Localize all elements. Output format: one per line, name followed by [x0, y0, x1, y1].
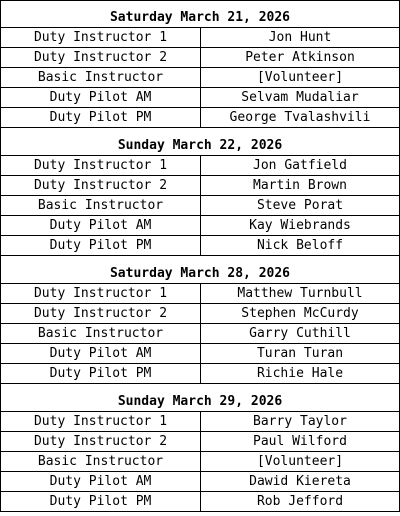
- duty-row: [1, 451, 399, 471]
- duty-person: George Tvalashvili: [229, 110, 371, 125]
- duty-row: [1, 87, 399, 107]
- duty-row: [1, 303, 399, 323]
- duty-row: [1, 491, 399, 511]
- duty-role: Basic Instructor: [1, 452, 201, 471]
- duty-row: [1, 215, 399, 235]
- day-block: [1, 383, 399, 511]
- day-block: [1, 127, 399, 255]
- duty-row: [1, 195, 399, 215]
- duty-role: Basic Instructor: [1, 324, 201, 343]
- duty-row: [1, 27, 399, 47]
- duty-role: Duty Pilot AM: [1, 472, 201, 491]
- duty-person: Nick Beloff: [256, 238, 344, 253]
- duty-person: Peter Atkinson: [245, 50, 355, 65]
- duty-role: Basic Instructor: [1, 68, 201, 87]
- duty-person: Richie Hale: [256, 366, 344, 381]
- duty-person: Jon Hunt: [268, 30, 332, 45]
- day-block: [1, 255, 399, 383]
- duty-person: Garry Cuthill: [249, 326, 351, 341]
- duty-row: [1, 175, 399, 195]
- duty-person: Matthew Turnbull: [237, 286, 363, 301]
- duty-person: Barry Taylor: [253, 414, 347, 429]
- duty-person: Martin Brown: [253, 178, 347, 193]
- duty-role: Duty Instructor 1: [1, 412, 201, 431]
- duty-role: Duty Instructor 2: [1, 176, 201, 195]
- duty-row: [1, 343, 399, 363]
- duty-row: [1, 155, 399, 175]
- duty-row: [1, 363, 399, 383]
- duty-row: [1, 235, 399, 255]
- duty-person: [Volunteer]: [256, 454, 344, 469]
- duty-person: Rob Jefford: [256, 494, 344, 509]
- duty-role: Duty Pilot AM: [1, 216, 201, 235]
- duty-role: Duty Instructor 1: [1, 28, 201, 47]
- duty-person: Dawid Kiereta: [249, 474, 351, 489]
- duty-row: [1, 283, 399, 303]
- duty-row: [1, 431, 399, 451]
- duty-role: Duty Instructor 2: [1, 432, 201, 451]
- duty-person: [Volunteer]: [256, 70, 344, 85]
- duty-role: Duty Pilot AM: [1, 344, 201, 363]
- duty-role: Duty Instructor 2: [1, 48, 201, 67]
- day-date-header: Sunday March 29, 2026: [1, 383, 399, 411]
- day-block: [1, 1, 399, 127]
- duty-person: Selvam Mudaliar: [241, 90, 359, 105]
- duty-row: [1, 471, 399, 491]
- duty-row: [1, 411, 399, 431]
- duty-role: Basic Instructor: [1, 196, 201, 215]
- duty-role: Duty Pilot PM: [1, 364, 201, 383]
- day-date-header: Sunday March 22, 2026: [1, 127, 399, 155]
- day-date-header: Saturday March 28, 2026: [1, 255, 399, 283]
- duty-row: [1, 323, 399, 343]
- duty-role: Duty Instructor 2: [1, 304, 201, 323]
- duty-person: Steve Porat: [256, 198, 344, 213]
- duty-person: Turan Turan: [256, 346, 344, 361]
- duty-role: Duty Pilot PM: [1, 236, 201, 255]
- duty-role: Duty Pilot AM: [1, 88, 201, 107]
- duty-person: Paul Wilford: [253, 434, 347, 449]
- duty-role: Duty Pilot PM: [1, 108, 201, 127]
- duty-role: Duty Instructor 1: [1, 156, 201, 175]
- duty-row: [1, 107, 399, 127]
- duty-row: [1, 47, 399, 67]
- duty-person: Stephen McCurdy: [241, 306, 359, 321]
- duty-role: Duty Instructor 1: [1, 284, 201, 303]
- day-date-header: Saturday March 21, 2026: [109, 10, 290, 25]
- duty-person: Kay Wiebrands: [249, 218, 351, 233]
- duty-role: Duty Pilot PM: [1, 492, 201, 511]
- duty-row: [1, 67, 399, 87]
- duty-person: Jon Gatfield: [253, 158, 347, 173]
